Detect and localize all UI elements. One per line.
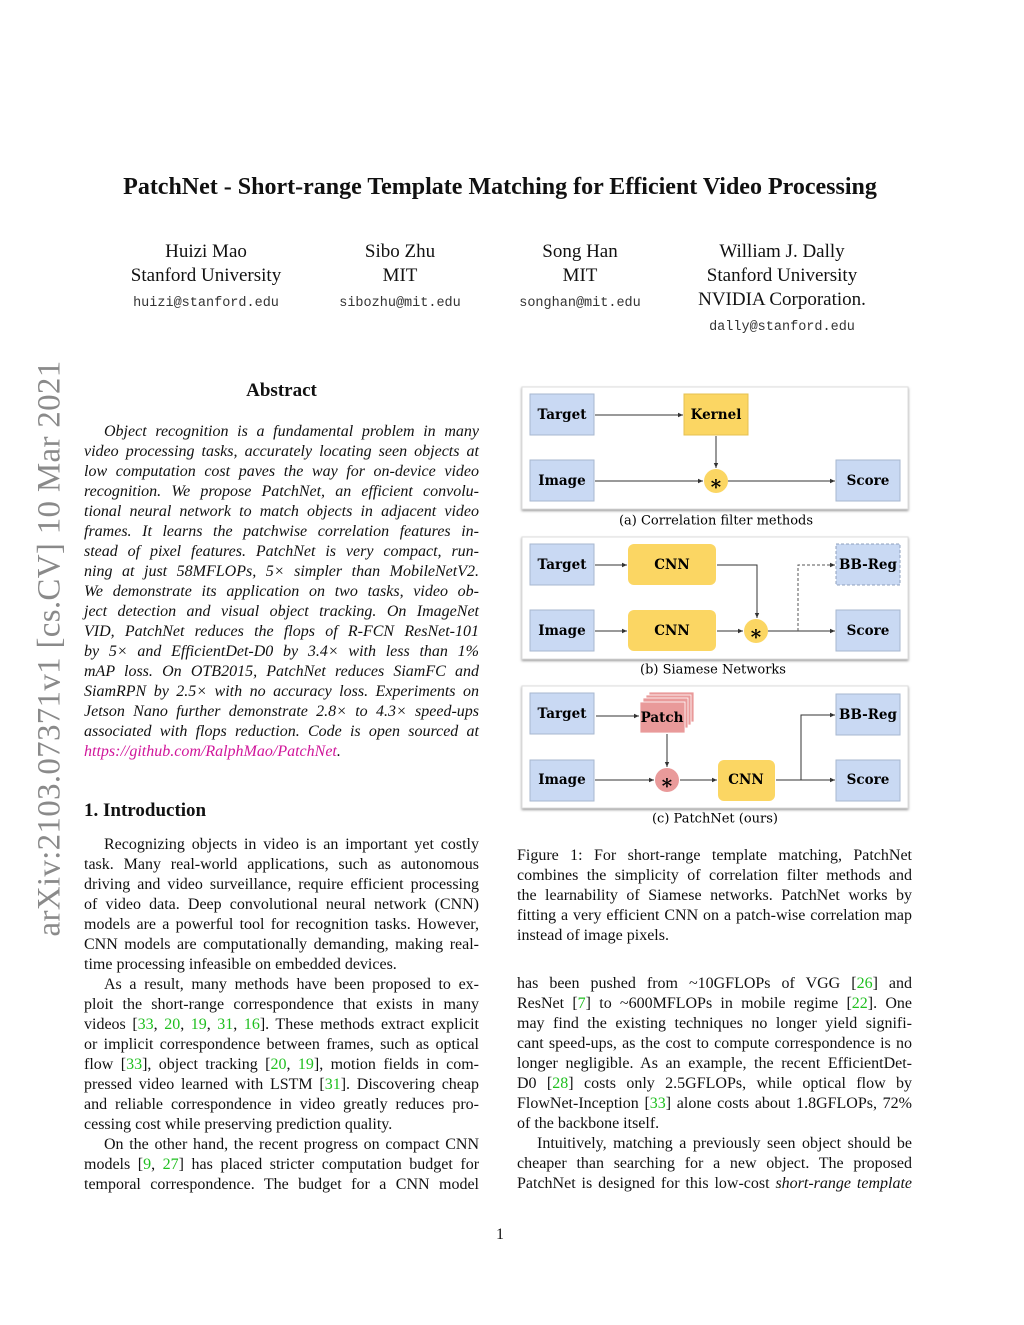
cnn-label: CNN [654,623,690,639]
image-label: Image [538,772,586,788]
target-box [530,693,594,734]
text-line: videos [33, 20, 19, 31, 16]. These methods extract explicit [84,1016,479,1033]
target-label: Target [537,706,587,722]
citation-link[interactable]: 33 [126,1056,143,1073]
author-affiliation: MIT [562,265,598,286]
svg-text:∗: ∗ [749,621,763,645]
text-line: has been pushed from ~10GFLOPs of VGG [26] and [517,975,912,992]
text-line: temporal correspondence. The budget for a CNN model [84,1176,479,1193]
citation-link[interactable]: 7 [577,995,586,1012]
score-box [836,610,900,651]
bbreg-box [836,694,900,735]
cnn-label: CNN [654,557,690,573]
text-line: cessing cost while preserving prediction quality. [84,1116,393,1133]
text-line: ploit the short-range correspondence that exists in many [84,996,479,1013]
text-line: stead of pixel features. PatchNet is very compact, run- [84,543,479,560]
cnn-box [628,610,716,651]
text-line: by 5× and EfficientDet-D0 by 3.4× with less than 1% [84,643,479,660]
bbreg-box-dashed [836,544,900,585]
text-line: task. Many real-world applications, such as autonomous [84,856,479,873]
text-line: instead of image pixels. [517,927,669,944]
abstract-body [84,422,479,762]
author-name: Song Han [542,241,618,262]
text-line: cant speed-ups, as the cost to compute correspondence is no [517,1035,912,1052]
abstract-heading: Abstract [246,380,317,401]
author-affiliation-2: NVIDIA Corporation. [698,289,866,310]
author-email[interactable]: huizi@stanford.edu [133,296,279,311]
citation-link[interactable]: 20 [164,1016,181,1033]
citation-link[interactable]: 22 [851,995,868,1012]
citation-link[interactable]: 31 [324,1076,341,1093]
text-line: the learnability of Siamese networks. PatchNet works by [517,887,912,904]
arxiv-identifier: arXiv:2103.07371v1 [cs.CV] 10 Mar 2021 [31,360,68,937]
page-number: 1 [496,1226,504,1243]
image-label: Image [538,623,586,639]
text-line: fitting a very efficient CNN on a patch-wise correlation map [517,907,912,924]
citation-link[interactable]: 33 [649,1095,666,1112]
author-affiliation: Stanford University [706,265,858,286]
svg-text:∗: ∗ [660,770,674,794]
score-label: Score [846,772,890,788]
introduction-body [84,835,479,1195]
text-line: On the other hand, the recent progress on compact CNN [104,1136,479,1153]
cnn-label: CNN [728,772,764,788]
citation-link[interactable]: 19 [190,1016,207,1033]
text-line: of video data. Deep convolutional neural network (CNN) [84,896,479,913]
author-block [300,240,500,316]
text-line: PatchNet is designed for this low-cost short-range template [517,1175,912,1192]
panel-b-caption: (b) Siamese Networks [640,662,786,678]
target-label: Target [537,557,587,573]
text-line: or implicit correspondence between frames, such as optical [84,1036,479,1053]
text-line: FlowNet-Inception [33] alone costs about 1.8GFLOPs, 72% [517,1095,913,1112]
figure-caption [517,846,912,946]
citation-link[interactable]: 31 [217,1016,234,1033]
panel-a-caption: (a) Correlation filter methods [618,513,814,529]
code-repository-link[interactable]: https://github.com/RalphMao/PatchNet [84,743,337,760]
cnn-box [718,760,775,801]
author-email[interactable]: songhan@mit.edu [519,296,641,311]
score-box [836,460,900,501]
image-box [530,760,594,801]
text-line: VID, PatchNet reduces the flops of R-FCN ResNet-101 [84,623,479,640]
author-email[interactable]: dally@stanford.edu [709,320,855,335]
text-line: frames. It learns the patchwise correlation features in- [84,523,479,540]
author-affiliation: MIT [382,265,418,286]
citation-link[interactable]: 33 [137,1016,154,1033]
bbreg-label: BB-Reg [839,707,897,723]
text-line: ject detection and visual object tracking. On ImageNet [84,603,479,620]
score-label: Score [846,473,890,489]
text-line: We demonstrate its application on two tasks, video ob- [84,583,479,600]
figure-1-diagram [515,380,915,830]
image-box [530,460,594,501]
text-line: models are a powerful tool for recognition tasks. However, [84,916,479,933]
text-line: combines the simplicity of correlation filter methods and [517,867,912,884]
bbreg-label: BB-Reg [839,557,897,573]
target-box [530,394,594,435]
score-label: Score [846,623,890,639]
text-line: cheaper than searching for a new object. The proposed [517,1155,912,1172]
text-line: and reliable correspondence in video greatly reduces pro- [84,1096,479,1113]
panel-b-siamese [522,537,908,678]
citation-link[interactable]: 16 [243,1016,260,1033]
text-line: driving and video surveillance, require efficient processing [84,876,479,893]
section-heading-introduction: 1. Introduction [84,800,207,821]
text-line: low computation cost paves the way for on-device video [84,463,479,480]
text-line: Intuitively, matching a previously seen object should be [537,1135,912,1152]
kernel-box [684,394,748,435]
author-block [480,240,680,316]
paper-title: PatchNet - Short-range Template Matching for Efficient Video Processing [123,174,877,200]
text-line: video processing tasks, accurately locating seen objects at [84,443,479,460]
text-line: ning at just 58MFLOPs, 5× simpler than MobileNetV2. [84,563,479,580]
text-line: pressed video learned with LSTM [31]. Discovering cheap [84,1076,479,1093]
text-line: Jetson Nano further demonstrate 2.8× to 4.3× speed-ups [84,703,479,720]
text-line: tional neural network to match objects in adjacent video [84,503,479,520]
author-block [106,240,306,316]
text-line: time processing infeasible on embedded devices. [84,956,397,973]
author-block [672,240,892,340]
author-affiliation: Stanford University [130,265,282,286]
cnn-box [628,544,716,585]
text-line: associated with flops reduction. Code is open sourced at [84,723,479,740]
text-line: ResNet [7] to ~600MFLOPs in mobile regime [22]. One [517,995,912,1012]
text-line: recognition. We propose PatchNet, an efficient convolu- [84,483,479,500]
image-label: Image [538,473,586,489]
target-label: Target [537,407,587,423]
text-line: mAP loss. On OTB2015, PatchNet reduces SiamFC and [84,663,479,680]
text-line: D0 [28] costs only 2.5GFLOPs, while optical flow by [517,1075,912,1092]
author-email[interactable]: sibozhu@mit.edu [339,296,461,311]
text-line: SiamRPN by 2.5× with no accuracy loss. Experiments on [84,683,479,700]
citation-link[interactable]: 26 [856,975,873,992]
text-line: https://github.com/RalphMao/PatchNet. [84,743,341,760]
text-line: models [9, 27] has placed stricter computation budget for [84,1156,480,1173]
text-line: of the backbone itself. [517,1115,660,1132]
author-name: William J. Dally [719,241,845,262]
text-line: Recognizing objects in video is an important yet costly [104,836,479,853]
text-line: may find the existing techniques no longer yield signifi- [517,1015,912,1032]
citation-link[interactable]: 27 [162,1156,179,1173]
panel-a-correlation-filter [522,387,908,529]
target-box [530,544,594,585]
text-line: As a result, many methods have been proposed to ex- [104,976,479,993]
citation-link[interactable]: 9 [143,1156,152,1173]
kernel-label: Kernel [690,407,742,423]
text-line: longer negligible. As an example, the recent EfficientDet- [517,1055,912,1072]
text-line: Object recognition is a fundamental problem in many [104,423,479,440]
right-column-body [517,974,912,1194]
panel-c-caption: (c) PatchNet (ours) [651,811,779,827]
citation-link[interactable]: 28 [552,1075,569,1092]
text-line: CNN models are computationally demanding, making real- [84,936,479,953]
text-line: flow [33], object tracking [20, 19], motion fields in com- [84,1056,480,1073]
author-name: Sibo Zhu [364,241,436,262]
patch-label: Patch [640,710,684,726]
panel-c-patchnet [522,686,908,827]
image-box [530,610,594,651]
patch-stack [640,692,694,733]
svg-text:∗: ∗ [709,471,723,495]
citation-link[interactable]: 20 [270,1056,287,1073]
score-box [836,760,900,801]
text-line: Figure 1: For short-range template matching, PatchNet [517,847,912,864]
author-name: Huizi Mao [165,241,247,262]
citation-link[interactable]: 19 [297,1056,314,1073]
